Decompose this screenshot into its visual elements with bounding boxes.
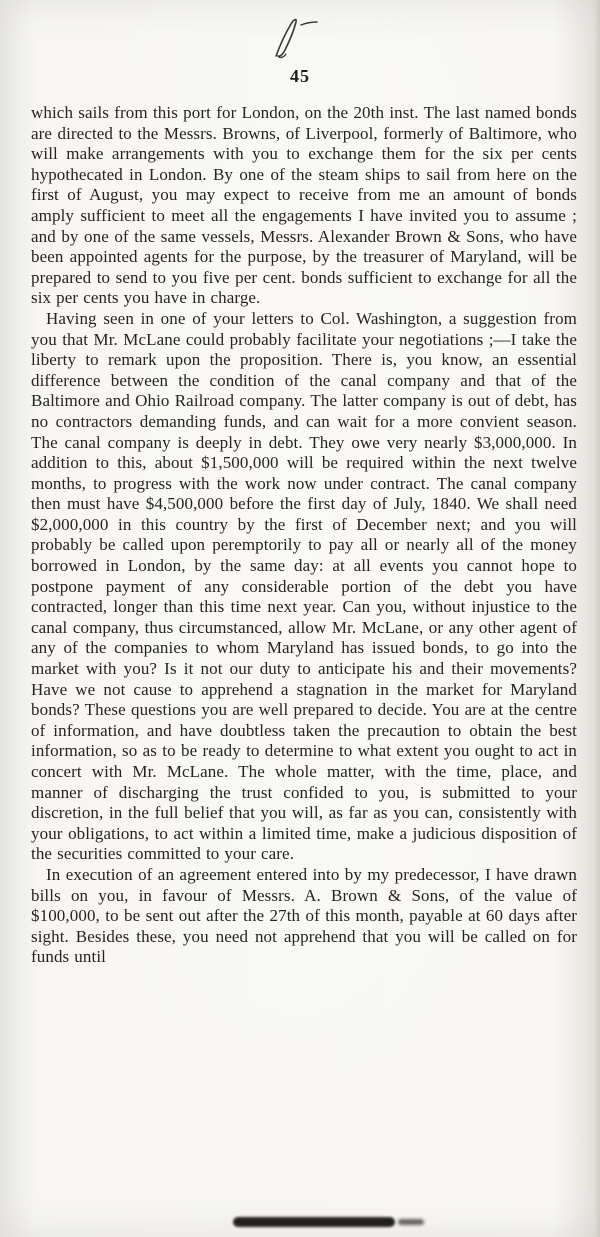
cutoff-text-smudge-tail (398, 1219, 424, 1225)
paragraph-3: In execution of an agreement entered into by my predecessor, I have drawn bills on you, in favour of Messrs. A. Brown & Sons, of the value of $100,000, to be sent out after the 27th of this month, payable at 60 days after sight. Besides these, you need not apprehend that you will be called on for funds until (31, 864, 577, 967)
handwritten-check-mark-icon (268, 16, 328, 64)
paragraph-1: which sails from this port for London, on the 20th inst. The last named bonds are directed to the Messrs. Browns, of Liverpool, formerly of Baltimore, who will make arrangements with you to exchange them for the six per cents hypothecated in London. By one of the steam ships to sail from here on the first of August, you may expect to receive from me an amount of bonds amply sufficient to meet all the engagements I have invited you to assume ; and by one of the same vessels, Messrs. Alexander Brown & Sons, who have been appointed agents for the purpose, by the treasurer of Maryland, will be prepared to send to you five per cent. bonds sufficient to exchange for all the six per cents you have in charge. (31, 103, 577, 308)
cutoff-text-smudge (233, 1217, 395, 1227)
paragraph-2: Having seen in one of your letters to Col. Washington, a suggestion from you that Mr. McLane could probably facilitate your negotiations ;—I take the liberty to remark upon the proposition. There is, you know, an essential difference between the condition of the canal company and that of the Baltimore and Ohio Railroad company. The latter company is out of debt, has no contractors demanding funds, and can wait for a more convient season. The canal company is deeply in debt. They owe very nearly $3,000,000. In addition to this, about $1,500,000 will be required within the next twelve months, to progress with the work now under contract. The canal company then must have $4,500,000 before the first day of July, 1840. We shall need $2,000,000 in this country by the first of December next; and you will probably be called upon peremptorily to pay all or nearly all of the money borrowed in London, by the same day: at all events you cannot hope to postpone payment of any considerable portion of the debt you have contracted, longer than this time next year. Can you, without injustice to the canal company, thus circumstanced, allow Mr. McLane, or any other agent of any of the companies to whom Maryland has issued bonds, to go into the market with you? Is it not our duty to anticipate his and their movements? Have we not cause to apprehend a stagnation in the market for Maryland bonds? These questions you are well prepared to decide. You are at the centre of information, and have doubtless taken the precaution to obtain the best information, so as to be ready to determine to what extent you ought to act in concert with Mr. McLane. The whole matter, with the time, place, and manner of discharging the trust confided to you, is submitted to your discretion, in the full belief that you will, as far as you can, consistently with your obligations, to act within a limited time, make a judicious disposition of the securities committed to your care. (31, 308, 577, 864)
letter-body (31, 103, 577, 968)
page-number: 45 (290, 66, 310, 86)
